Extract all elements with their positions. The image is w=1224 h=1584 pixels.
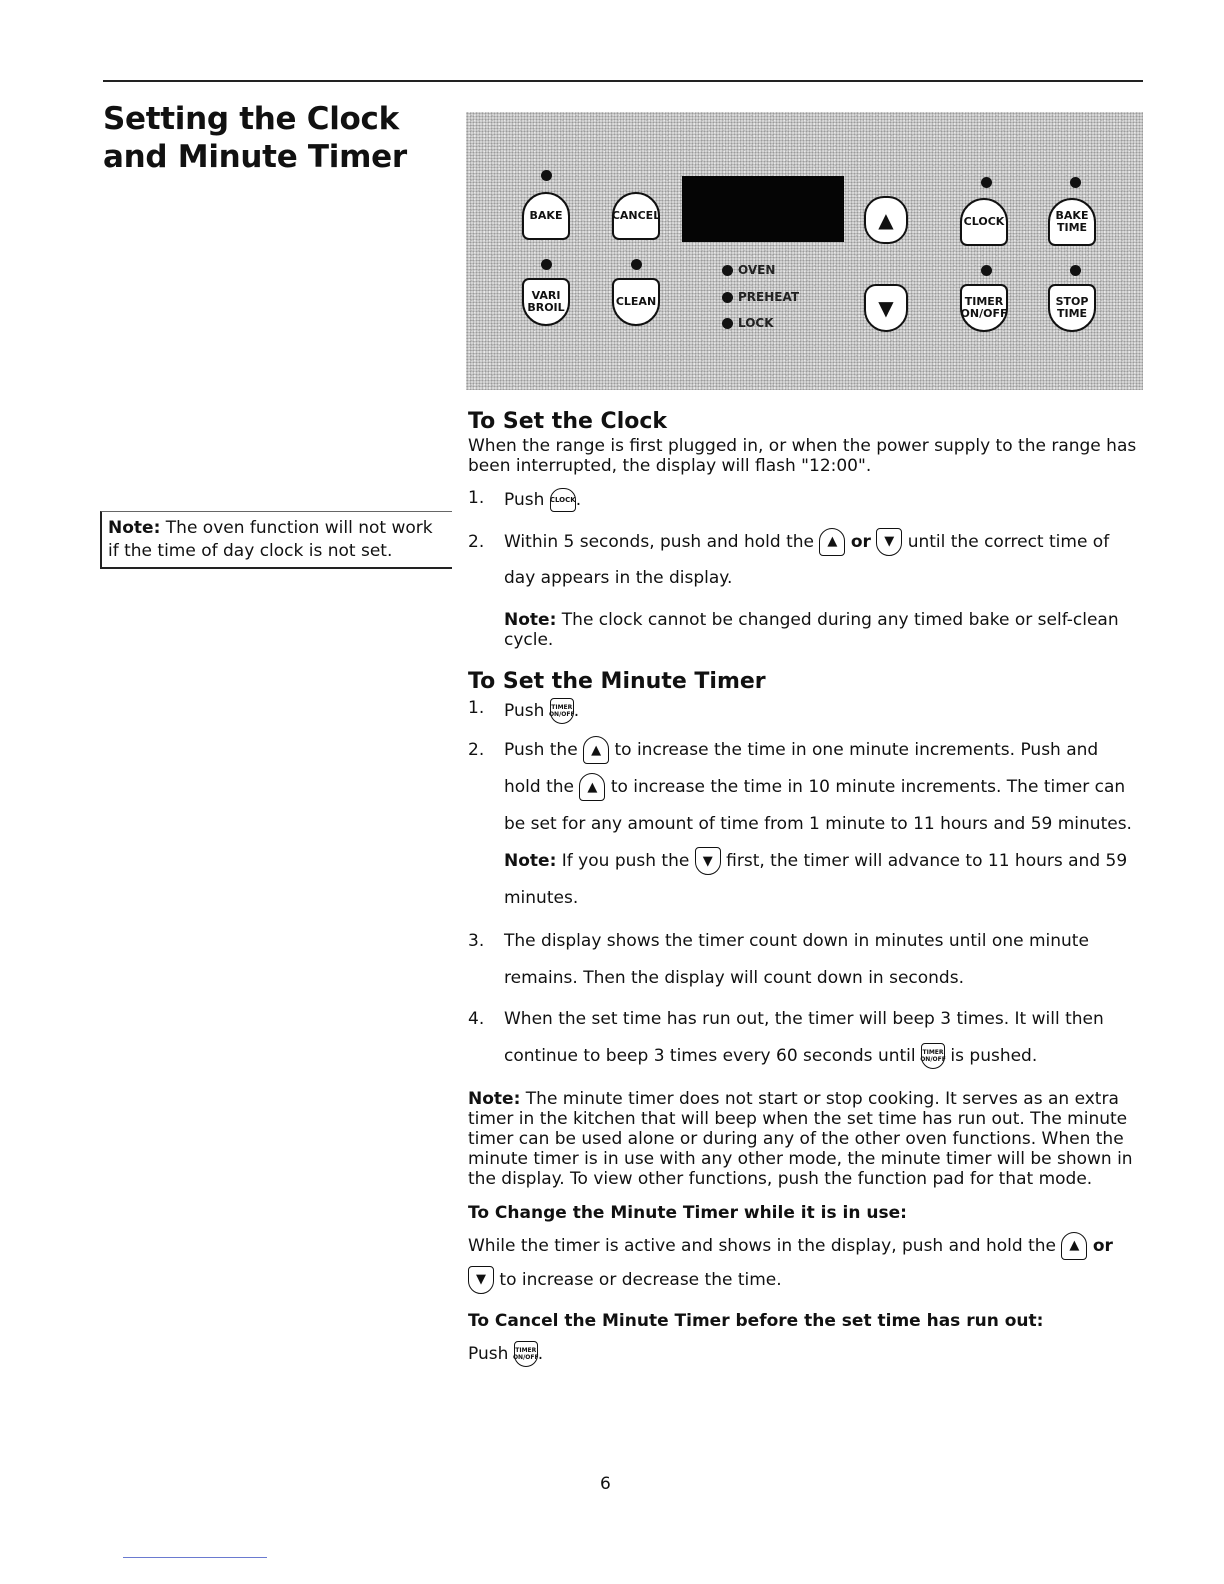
clock-pad-icon: CLOCK xyxy=(550,488,576,512)
clock-indicator-dot xyxy=(981,177,992,188)
timer-note: Note: The minute timer does not start or stop cooking. It serves as an extra timer in the kitchen that will beep when the set time has run out. The minute timer can be used alone or during any of the other oven functions. When the minute timer is in use with any other mode, the minute timer will be shown in the display. To view other functions, push the function pad for that mode. xyxy=(468,1089,1133,1189)
timer-step-3: 3. The display shows the timer count down in minutes until one minute remains. Then the display will count down in seconds. xyxy=(468,931,1089,988)
top-rule xyxy=(103,80,1143,82)
down-arrow-icon: ▼ xyxy=(876,528,902,556)
clock-heading: To Set the Clock xyxy=(468,409,668,434)
bake-time-pad: BAKE TIME xyxy=(1048,198,1096,246)
timer-heading: To Set the Minute Timer xyxy=(468,669,766,694)
change-timer-text: While the timer is active and shows in the display, push and hold the ▲ or ▼ to increase or decrease the time. xyxy=(468,1229,1140,1297)
cancel-timer-text: Push TIMER ON/OFF . xyxy=(468,1341,1140,1367)
side-note-label: Note: xyxy=(108,518,161,538)
page-title: Setting the Clock and Minute Timer xyxy=(103,101,407,175)
timer-step-2: 2. Push the ▲ to increase the time in one minute increments. Push and hold the ▲ to increase the time in 10 minute increments. The timer can be set for any amount of time from 1 minute to 11 hours and 59 minutes. Note: If you push the ▼ first, the timer will advance to 11 hours and 59 minutes. xyxy=(468,732,1140,917)
lock-indicator-label: LOCK xyxy=(738,316,774,330)
timer-indicator-dot xyxy=(981,265,992,276)
down-arrow-icon: ▼ xyxy=(468,1266,494,1294)
display-screen xyxy=(682,176,844,242)
side-note xyxy=(100,511,452,569)
cancel-timer-heading: To Cancel the Minute Timer before the set time has run out: xyxy=(468,1311,1044,1331)
clock-pad: CLOCK xyxy=(960,198,1008,246)
oven-indicator-label: OVEN xyxy=(738,263,776,277)
cancel-pad: CANCEL xyxy=(612,192,660,240)
timer-step-1: 1. Push TIMER ON/OFF . xyxy=(468,698,1140,724)
down-arrow-icon: ▼ xyxy=(695,847,721,875)
clock-intro: When the range is first plugged in, or when the power supply to the range has been interrupted, the display will flash "12:00". xyxy=(468,436,1137,476)
stop-time-pad: STOP TIME xyxy=(1048,284,1096,332)
timer-pad-icon: TIMER ON/OFF xyxy=(514,1341,538,1367)
oven-indicator-dot xyxy=(722,265,733,276)
bake-time-indicator-dot xyxy=(1070,177,1081,188)
up-arrow-icon: ▲ xyxy=(1061,1232,1087,1260)
up-arrow-icon: ▲ xyxy=(583,736,609,764)
side-note-text: The oven function will not work if the time of day clock is not set. xyxy=(108,518,433,561)
vari-broil-indicator-dot xyxy=(541,259,552,270)
bake-pad: BAKE xyxy=(522,192,570,240)
timer-pad-icon: TIMER ON/OFF xyxy=(921,1043,945,1069)
clean-indicator-dot xyxy=(631,259,642,270)
bake-indicator-dot xyxy=(541,170,552,181)
footer-rule xyxy=(123,1557,267,1558)
preheat-indicator-label: PREHEAT xyxy=(738,290,800,304)
control-panel-illustration xyxy=(466,112,1143,390)
timer-step-4: 4. When the set time has run out, the timer will beep 3 times. It will then continue to beep 3 times every 60 seconds until TIMER ON/OFF is pushed. xyxy=(468,1001,1140,1075)
clock-note: Note: The clock cannot be changed during any timed bake or self-clean cycle. xyxy=(504,610,1119,650)
page-number: 6 xyxy=(600,1474,611,1494)
stop-time-indicator-dot xyxy=(1070,265,1081,276)
up-arrow-icon: ▲ xyxy=(819,528,845,556)
vari-broil-pad: VARI BROIL xyxy=(522,278,570,326)
up-arrow-pad: ▲ xyxy=(864,196,908,244)
timer-on-off-pad: TIMER ON/OFF xyxy=(960,284,1008,332)
down-arrow-pad: ▼ xyxy=(864,284,908,332)
lock-indicator-dot xyxy=(722,318,733,329)
clock-step-2: 2. Within 5 seconds, push and hold the ▲ or ▼ until the correct time of day appears in the display. xyxy=(468,524,1140,596)
up-arrow-icon: ▲ xyxy=(579,773,605,801)
change-timer-heading: To Change the Minute Timer while it is in use: xyxy=(468,1203,907,1223)
timer-pad-icon: TIMER ON/OFF xyxy=(550,698,574,724)
preheat-indicator-dot xyxy=(722,292,733,303)
clean-pad: CLEAN xyxy=(612,278,660,326)
instructions xyxy=(468,409,1140,1367)
clock-step-1: 1. Push CLOCK . xyxy=(468,488,582,510)
